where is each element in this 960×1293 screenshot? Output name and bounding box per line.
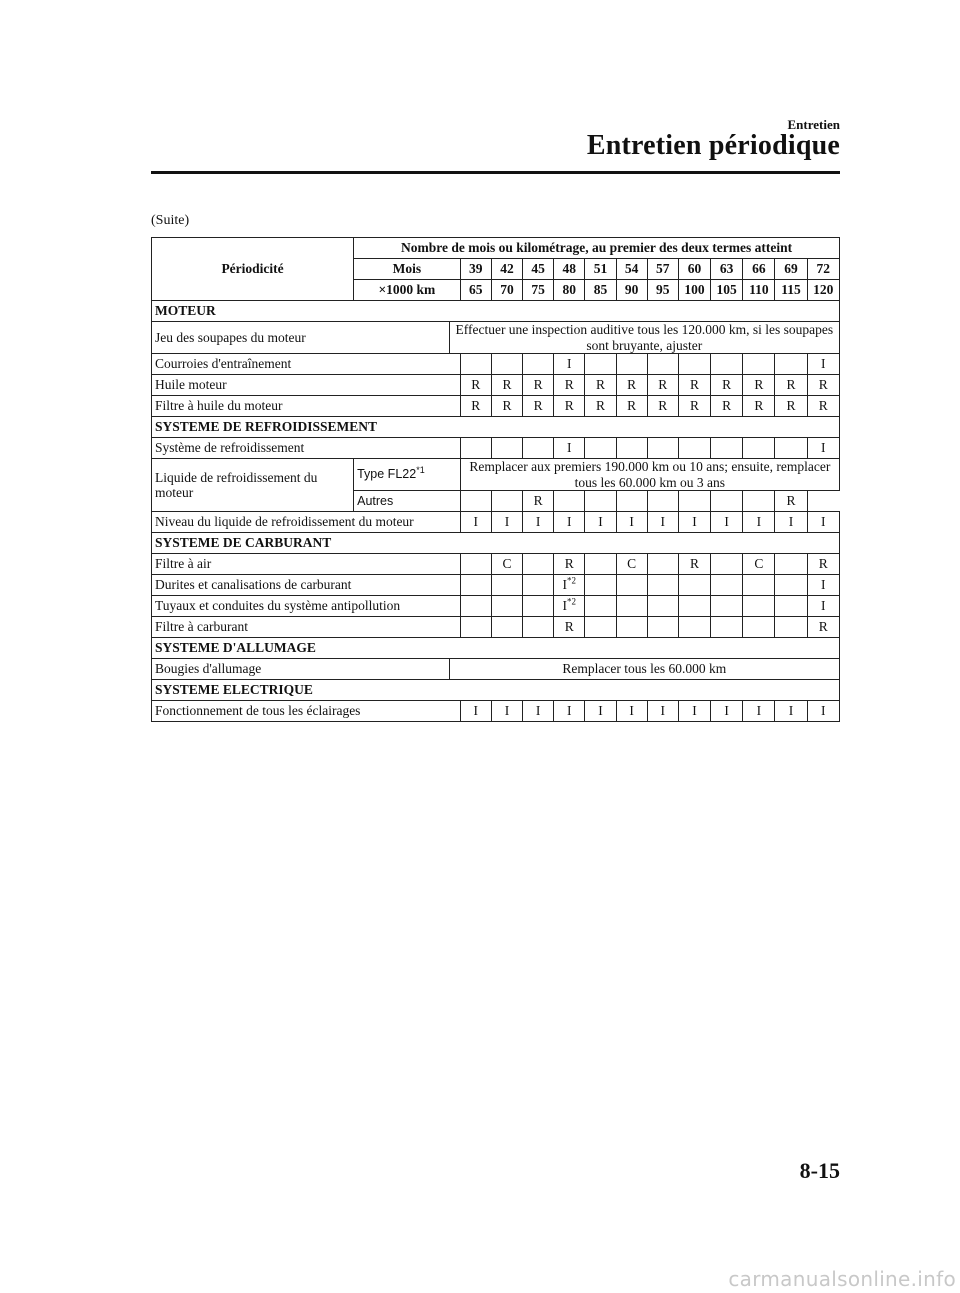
schedule-cell: [775, 512, 807, 533]
schedule-cell: [647, 617, 678, 638]
schedule-value: R: [722, 377, 732, 393]
schedule-cell: [743, 491, 775, 512]
footnote-mark: *1: [416, 465, 425, 476]
km-cell: 110: [743, 280, 775, 301]
schedule-cell: [807, 354, 839, 375]
schedule-value: I: [724, 514, 729, 530]
schedule-cell: [743, 512, 775, 533]
section-row: [152, 533, 840, 554]
schedule-cell: [554, 396, 585, 417]
schedule-value: I: [562, 598, 568, 614]
schedule-value: C: [502, 556, 512, 572]
schedule-cell: [523, 438, 554, 459]
km-cell: 105: [711, 280, 743, 301]
schedule-value: I: [629, 703, 634, 719]
section-row: [152, 301, 840, 322]
schedule-cell: [460, 512, 491, 533]
item-label: Bougies d'allumage: [152, 659, 450, 680]
page-title: Entretien périodique: [586, 130, 840, 161]
schedule-cell: [523, 512, 554, 533]
schedule-value: R: [818, 398, 828, 414]
month-cell: 51: [585, 259, 616, 280]
km-cell: 120: [807, 280, 839, 301]
schedule-cell: [554, 354, 585, 375]
watermark: carmanualsonline.info: [728, 1267, 956, 1291]
schedule-cell: [616, 396, 647, 417]
schedule-cell: [554, 512, 585, 533]
schedule-cell: [711, 512, 743, 533]
sub-item-label: Autres: [354, 491, 461, 512]
item-label: Jeu des soupapes du moteur: [152, 322, 450, 354]
schedule-cell: [616, 354, 647, 375]
schedule-cell: [647, 596, 678, 617]
schedule-value: R: [564, 556, 574, 572]
schedule-cell: [616, 596, 647, 617]
km-cell: 75: [523, 280, 554, 301]
item-label: Filtre à huile du moteur: [152, 396, 461, 417]
schedule-value: I: [821, 356, 826, 372]
schedule-cell: [743, 575, 775, 596]
table-row: [152, 575, 840, 596]
schedule-cell: [585, 554, 616, 575]
schedule-cell: [616, 491, 647, 512]
schedule-cell: [616, 554, 647, 575]
schedule-cell: [460, 438, 491, 459]
schedule-cell: [743, 354, 775, 375]
schedule-cell: [460, 396, 491, 417]
month-cell: 42: [491, 259, 522, 280]
schedule-value: I: [660, 703, 666, 719]
schedule-value: I: [567, 703, 572, 719]
schedule-cell: [678, 354, 710, 375]
table-row: [152, 375, 840, 396]
schedule-cell: [711, 701, 743, 722]
schedule-cell: [807, 396, 839, 417]
schedule-cell: [807, 701, 839, 722]
schedule-cell: [711, 617, 743, 638]
schedule-cell: [807, 617, 839, 638]
item-label: Tuyaux et conduites du système antipollution: [152, 596, 461, 617]
schedule-cell: [678, 491, 710, 512]
month-cell: 45: [523, 259, 554, 280]
schedule-cell: [523, 596, 554, 617]
schedule-cell: [775, 375, 807, 396]
km-cell: 80: [554, 280, 585, 301]
month-cell: 54: [616, 259, 647, 280]
schedule-cell: [554, 438, 585, 459]
schedule-value: I: [535, 703, 541, 719]
schedule-value: R: [722, 398, 732, 414]
schedule-value: R: [627, 398, 637, 414]
schedule-value: R: [595, 377, 605, 393]
item-label: Niveau du liquide de refroidissement du moteur: [152, 512, 461, 533]
page-number: 8-15: [799, 1158, 840, 1183]
footnote-mark: *2: [567, 575, 577, 586]
schedule-value: R: [818, 377, 828, 393]
schedule-cell: [523, 554, 554, 575]
item-label: Filtre à air: [152, 554, 461, 575]
schedule-cell: [807, 554, 839, 575]
schedule-value: I: [660, 514, 666, 530]
schedule-cell: [647, 554, 678, 575]
schedule-cell: [554, 701, 585, 722]
schedule-cell: [711, 491, 743, 512]
table-row: [152, 659, 840, 680]
km-cell: 85: [585, 280, 616, 301]
schedule-cell: [775, 596, 807, 617]
schedule-value: I: [821, 598, 826, 614]
item-label: Huile moteur: [152, 375, 461, 396]
schedule-cell: [523, 396, 554, 417]
schedule-cell: [491, 396, 522, 417]
schedule-value: R: [627, 377, 637, 393]
schedule-cell: [585, 701, 616, 722]
schedule-cell: [491, 375, 522, 396]
table-row: [152, 512, 840, 533]
schedule-cell: [585, 491, 616, 512]
table-row: [152, 354, 840, 375]
header-rule: [151, 171, 840, 174]
table-row: [152, 459, 840, 491]
schedule-value: R: [818, 556, 828, 572]
schedule-cell: [647, 396, 678, 417]
item-label: Liquide de refroidissement du moteur: [152, 459, 354, 512]
schedule-value: I: [821, 577, 826, 593]
maintenance-table: [151, 237, 840, 722]
schedule-value: R: [786, 377, 796, 393]
schedule-value: R: [533, 398, 543, 414]
schedule-cell: [585, 375, 616, 396]
schedule-cell: [491, 512, 522, 533]
section-heading: SYSTEME D'ALLUMAGE: [152, 638, 840, 659]
schedule-cell: [807, 375, 839, 396]
schedule-value: R: [564, 398, 574, 414]
km-label: ×1000 km: [354, 280, 461, 301]
section-heading: SYSTEME ELECTRIQUE: [152, 680, 840, 701]
schedule-value: R: [754, 398, 764, 414]
schedule-cell: [678, 396, 710, 417]
schedule-value: I: [567, 514, 572, 530]
km-cell: 115: [775, 280, 807, 301]
schedule-cell: [460, 375, 491, 396]
schedule-value: I: [692, 514, 697, 530]
schedule-cell: [647, 354, 678, 375]
section-heading: SYSTEME DE CARBURANT: [152, 533, 840, 554]
schedule-value: R: [471, 398, 481, 414]
schedule-value: I: [504, 514, 510, 530]
section-row: [152, 417, 840, 438]
schedule-cell: [491, 354, 522, 375]
schedule-value: R: [818, 619, 828, 635]
item-label: Courroies d'entraînement: [152, 354, 461, 375]
schedule-cell: [775, 617, 807, 638]
schedule-cell: [554, 554, 585, 575]
section-row: [152, 638, 840, 659]
schedule-cell: [775, 701, 807, 722]
schedule-value: C: [754, 556, 764, 572]
schedule-cell: [616, 375, 647, 396]
schedule-cell: [460, 554, 491, 575]
schedule-cell: [711, 575, 743, 596]
schedule-cell: [460, 575, 491, 596]
item-label: Durites et canalisations de carburant: [152, 575, 461, 596]
schedule-cell: [554, 617, 585, 638]
schedule-cell: [678, 438, 710, 459]
schedule-cell: [711, 438, 743, 459]
sub-item-label: [354, 459, 461, 491]
schedule-value: R: [564, 619, 574, 635]
schedule-value: R: [754, 377, 764, 393]
km-cell: 65: [460, 280, 491, 301]
schedule-cell: [460, 701, 491, 722]
schedule-cell: [775, 438, 807, 459]
schedule-cell: [647, 575, 678, 596]
schedule-cell: [743, 617, 775, 638]
km-cell: 90: [616, 280, 647, 301]
schedule-cell: [585, 512, 616, 533]
sub-item-text: Type FL22: [357, 467, 417, 482]
interval-header: Nombre de mois ou kilométrage, au premier des deux termes atteint: [354, 238, 840, 259]
schedule-cell: [647, 701, 678, 722]
table-header-row: [152, 238, 840, 259]
schedule-cell: [616, 438, 647, 459]
schedule-cell: [460, 596, 491, 617]
schedule-cell: [616, 701, 647, 722]
schedule-value: I: [692, 703, 697, 719]
schedule-cell: [523, 701, 554, 722]
schedule-cell: [743, 375, 775, 396]
schedule-value: R: [502, 377, 512, 393]
schedule-cell: [743, 596, 775, 617]
schedule-value: I: [821, 440, 826, 456]
schedule-cell: [743, 396, 775, 417]
item-label: Système de refroidissement: [152, 438, 461, 459]
table-row: [152, 554, 840, 575]
schedule-cell: [523, 575, 554, 596]
schedule-cell: [585, 617, 616, 638]
schedule-cell: [711, 596, 743, 617]
schedule-value: I: [598, 703, 603, 719]
schedule-cell: [743, 554, 775, 575]
table-row: [152, 322, 840, 354]
month-cell: 69: [775, 259, 807, 280]
item-label: Fonctionnement de tous les éclairages: [152, 701, 461, 722]
schedule-cell: [647, 491, 678, 512]
schedule-value: R: [689, 556, 699, 572]
item-instruction: Remplacer tous les 60.000 km: [449, 659, 839, 680]
table-row: [152, 396, 840, 417]
schedule-cell: [807, 596, 839, 617]
schedule-cell: [585, 596, 616, 617]
schedule-value: C: [627, 556, 637, 572]
schedule-value: I: [567, 440, 572, 456]
schedule-value: I: [629, 514, 634, 530]
section-row: [152, 680, 840, 701]
section-heading: SYSTEME DE REFROIDISSEMENT: [152, 417, 840, 438]
schedule-value: R: [658, 377, 668, 393]
schedule-value: I: [473, 514, 479, 530]
schedule-cell: [678, 596, 710, 617]
schedule-cell: [554, 596, 585, 617]
schedule-cell: [523, 617, 554, 638]
schedule-value: I: [724, 703, 729, 719]
schedule-cell: [711, 554, 743, 575]
schedule-cell: [491, 596, 522, 617]
schedule-cell: [775, 396, 807, 417]
continued-label: (Suite): [151, 213, 190, 228]
schedule-cell: R: [775, 491, 807, 512]
schedule-cell: [678, 375, 710, 396]
schedule-cell: [678, 554, 710, 575]
schedule-value: I: [504, 703, 510, 719]
schedule-cell: [616, 575, 647, 596]
schedule-cell: [491, 491, 522, 512]
schedule-cell: [585, 354, 616, 375]
schedule-value: I: [535, 514, 541, 530]
schedule-cell: [807, 438, 839, 459]
schedule-cell: [491, 438, 522, 459]
schedule-cell: [616, 617, 647, 638]
schedule-cell: [554, 375, 585, 396]
item-instruction: Effectuer une inspection auditive tous les 120.000 km, si les soupapes sont bruyante, ajuster: [449, 322, 839, 354]
schedule-value: I: [567, 356, 572, 372]
schedule-value: R: [658, 398, 668, 414]
month-cell: 66: [743, 259, 775, 280]
table-row: [152, 617, 840, 638]
schedule-cell: [775, 575, 807, 596]
schedule-cell: [678, 701, 710, 722]
schedule-cell: [491, 554, 522, 575]
table-row: [152, 701, 840, 722]
schedule-cell: [585, 396, 616, 417]
schedule-cell: [743, 701, 775, 722]
schedule-cell: [807, 512, 839, 533]
schedule-value: R: [564, 377, 574, 393]
schedule-cell: [678, 617, 710, 638]
month-cell: 57: [647, 259, 678, 280]
schedule-cell: [554, 575, 585, 596]
schedule-cell: [775, 554, 807, 575]
schedule-value: I: [756, 703, 762, 719]
schedule-value: R: [502, 398, 512, 414]
schedule-cell: [711, 375, 743, 396]
schedule-value: I: [562, 577, 568, 593]
footnote-mark: *2: [567, 596, 577, 607]
schedule-cell: [585, 438, 616, 459]
schedule-cell: [523, 375, 554, 396]
schedule-cell: [711, 354, 743, 375]
section-label: Entretien: [787, 117, 840, 132]
schedule-cell: [616, 512, 647, 533]
schedule-cell: [678, 575, 710, 596]
schedule-value: R: [533, 377, 543, 393]
schedule-cell: [743, 438, 775, 459]
schedule-cell: R: [523, 491, 554, 512]
schedule-cell: [460, 617, 491, 638]
schedule-cell: [585, 575, 616, 596]
schedule-cell: [554, 491, 585, 512]
schedule-cell: [711, 396, 743, 417]
month-cell: 60: [678, 259, 710, 280]
months-label: Mois: [354, 259, 461, 280]
schedule-cell: [523, 354, 554, 375]
schedule-cell: [647, 438, 678, 459]
item-instruction: Remplacer aux premiers 190.000 km ou 10 ans; ensuite, remplacer tous les 60.000 km ou 3 ans: [460, 459, 839, 491]
schedule-cell: [491, 701, 522, 722]
schedule-cell: [678, 512, 710, 533]
schedule-value: R: [786, 398, 796, 414]
table-row: [152, 438, 840, 459]
month-cell: 63: [711, 259, 743, 280]
km-cell: 95: [647, 280, 678, 301]
schedule-value: R: [471, 377, 481, 393]
km-cell: 100: [678, 280, 710, 301]
schedule-cell: [647, 512, 678, 533]
section-heading: MOTEUR: [152, 301, 840, 322]
schedule-value: R: [595, 398, 605, 414]
schedule-cell: [460, 354, 491, 375]
schedule-cell: [807, 575, 839, 596]
schedule-value: R: [689, 377, 699, 393]
month-cell: 48: [554, 259, 585, 280]
km-cell: 70: [491, 280, 522, 301]
schedule-cell: [491, 617, 522, 638]
schedule-value: I: [756, 514, 762, 530]
schedule-value: I: [788, 703, 794, 719]
table-row: [152, 596, 840, 617]
schedule-value: I: [821, 514, 826, 530]
schedule-value: I: [788, 514, 794, 530]
schedule-cell: [491, 575, 522, 596]
schedule-value: I: [598, 514, 603, 530]
month-cell: 72: [807, 259, 839, 280]
schedule-value: I: [473, 703, 479, 719]
schedule-cell: [775, 354, 807, 375]
month-cell: 39: [460, 259, 491, 280]
periodicity-header: Périodicité: [152, 238, 354, 301]
schedule-value: R: [689, 398, 699, 414]
schedule-cell: [647, 375, 678, 396]
schedule-cell: [460, 491, 491, 512]
schedule-value: I: [821, 703, 826, 719]
item-label: Filtre à carburant: [152, 617, 461, 638]
